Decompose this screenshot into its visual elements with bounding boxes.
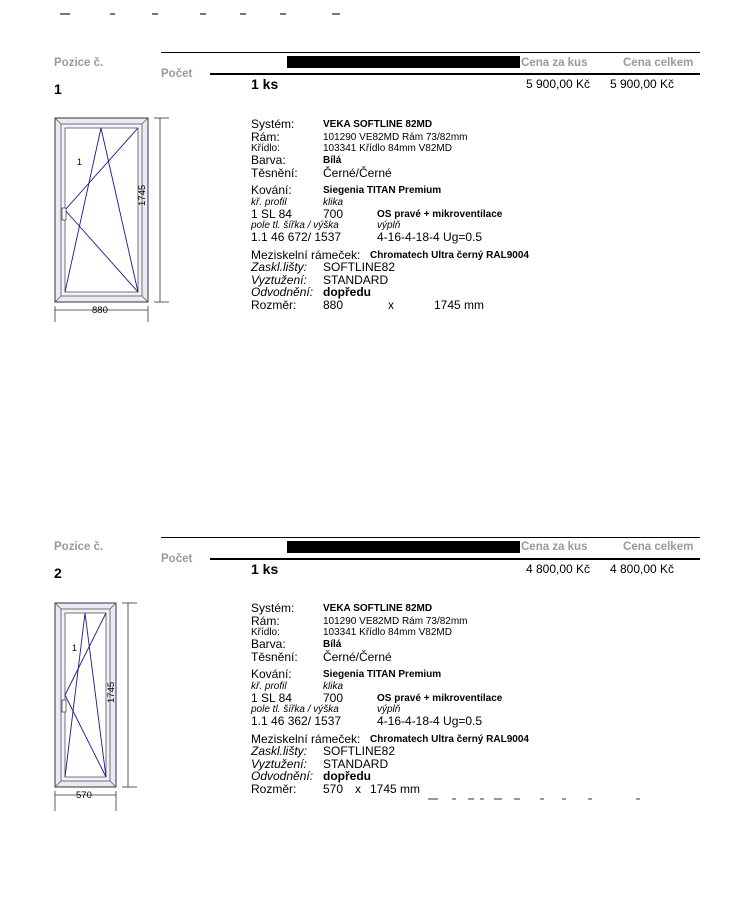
- spec-drainage-value: dopředu: [323, 769, 371, 783]
- quantity: 1 ks: [251, 561, 279, 577]
- height-dimension-label: 1745: [106, 681, 117, 703]
- spec-size-width: 880: [323, 297, 344, 312]
- spec-system-label: Systém:: [251, 117, 295, 131]
- hardware-row-profile: 1 SL 84: [251, 690, 292, 705]
- spec-hardware-value: Siegenia TITAN Premium: [323, 185, 442, 196]
- spec-spacer-value: Chromatech Ultra černý RAL9004: [370, 249, 529, 261]
- spec-reinforcement-label: Vyztužení:: [251, 756, 307, 771]
- spec-size-height: 1745 mm: [370, 781, 421, 796]
- glass-table-header: pole tl. šířka / výška: [251, 704, 339, 715]
- count-label: Počet: [161, 553, 193, 565]
- spec-sash-value: 103341 Křídlo 84mm V82MD: [323, 627, 452, 638]
- spec-hardware-label: Kování:: [251, 183, 292, 197]
- glass-row-fill: 4-16-4-18-4 Ug=0.5: [377, 714, 483, 728]
- spec-reinforcement-value: STANDARD: [323, 756, 389, 771]
- spec-color-label: Barva:: [251, 637, 286, 651]
- glass-table-header-fill: výplň: [377, 220, 401, 231]
- glass-table-header-fill: výplň: [377, 704, 401, 715]
- spec-drainage-label: Odvodnění:: [251, 769, 314, 783]
- header-top-rule: [161, 52, 700, 53]
- glass-table-header: pole tl. šířka / výška: [251, 220, 339, 231]
- spec-bead-label: Zaskl.lišty:: [251, 744, 308, 758]
- hardware-row-handle: 700: [323, 690, 344, 705]
- bottom-cutoff-marks: [428, 796, 643, 802]
- total-price-label: Cena celkem: [623, 541, 694, 553]
- spec-seal-value: Černé/Černé: [323, 649, 392, 664]
- spec-bead-value: SOFTLINE82: [323, 744, 396, 758]
- hardware-table-header: kř. profil: [251, 196, 287, 208]
- spec-size-width: 570: [323, 781, 344, 796]
- spec-bead-value: SOFTLINE82: [323, 260, 396, 274]
- position-number: 2: [54, 565, 62, 581]
- hardware-row-handle: 700: [323, 206, 344, 221]
- glass-row-dimensions: 1.1 46 362/ 1537: [251, 714, 342, 728]
- unit-price: 4 800,00 Kč: [526, 562, 591, 576]
- position-number: 1: [54, 81, 62, 97]
- spec-hardware-value: Siegenia TITAN Premium: [323, 669, 442, 680]
- spec-frame-label: Rám:: [251, 613, 280, 628]
- glass-row-fill: 4-16-4-18-4 Ug=0.5: [377, 230, 483, 244]
- spec-size-label: Rozměr:: [251, 297, 297, 312]
- unit-price-label: Cena za kus: [521, 57, 588, 69]
- sash-number-label: 1: [77, 157, 83, 167]
- unit-price-label: Cena za kus: [521, 541, 588, 553]
- spec-drainage-value: dopředu: [323, 285, 371, 299]
- height-dimension-label: 1745: [137, 184, 148, 206]
- quantity: 1 ks: [251, 76, 279, 92]
- hardware-row-profile: 1 SL 84: [251, 206, 292, 221]
- spec-frame-value: 101290 VE82MD Rám 73/82mm: [323, 131, 468, 143]
- spec-reinforcement-label: Vyztužení:: [251, 272, 307, 287]
- spec-seal-label: Těsnění:: [251, 165, 298, 180]
- spec-sash-label: Křídlo:: [251, 627, 280, 638]
- spec-spacer-label: Meziskelní rámeček:: [251, 247, 361, 262]
- hardware-table-header: kř. profil: [251, 680, 287, 692]
- total-price-label: Cena celkem: [623, 57, 694, 69]
- redacted-description: [287, 56, 520, 68]
- spec-frame-value: 101290 VE82MD Rám 73/82mm: [323, 615, 468, 627]
- width-dimension-label: 880: [92, 305, 108, 316]
- spec-system-value: VEKA SOFTLINE 82MD: [323, 603, 433, 614]
- sash-number-label: 1: [72, 643, 78, 653]
- count-label: Počet: [161, 68, 193, 80]
- spec-seal-value: Černé/Černé: [323, 165, 392, 180]
- spec-sash-value: 103341 Křídlo 84mm V82MD: [323, 143, 452, 154]
- window-drawing: [50, 112, 175, 327]
- spec-seal-label: Těsnění:: [251, 649, 298, 664]
- hardware-row-opening: OS pravé + mikroventilace: [377, 692, 503, 704]
- spec-drainage-label: Odvodnění:: [251, 285, 314, 299]
- unit-price: 5 900,00 Kč: [526, 77, 591, 91]
- position-label: Pozice č.: [54, 541, 104, 553]
- spec-system-label: Systém:: [251, 601, 295, 615]
- top-cutoff-marks: [60, 10, 360, 18]
- spec-size-x: x: [355, 781, 361, 796]
- header-top-rule: [161, 537, 700, 538]
- hardware-table-header-handle: klika: [323, 680, 344, 692]
- width-dimension-label: 570: [76, 790, 92, 801]
- hardware-row-opening: OS pravé + mikroventilace: [377, 208, 503, 220]
- spec-color-value: Bílá: [323, 155, 342, 166]
- spec-sash-label: Křídlo:: [251, 143, 280, 154]
- redacted-description: [287, 541, 520, 553]
- spec-size-height: 1745 mm: [434, 297, 485, 312]
- spec-spacer-label: Meziskelní rámeček:: [251, 731, 361, 746]
- spec-hardware-label: Kování:: [251, 667, 292, 681]
- spec-spacer-value: Chromatech Ultra černý RAL9004: [370, 733, 529, 745]
- spec-size-label: Rozměr:: [251, 781, 297, 796]
- spec-color-value: Bílá: [323, 639, 342, 650]
- spec-bead-label: Zaskl.lišty:: [251, 260, 308, 274]
- header-bottom-rule: [210, 73, 700, 75]
- specification-block: [251, 602, 691, 795]
- spec-color-label: Barva:: [251, 153, 286, 167]
- total-price: 5 900,00 Kč: [610, 77, 675, 91]
- specification-block: [251, 118, 691, 311]
- position-label: Pozice č.: [54, 57, 104, 69]
- hardware-table-header-handle: klika: [323, 196, 344, 208]
- header-bottom-rule: [210, 558, 700, 560]
- spec-size-x: x: [388, 297, 394, 312]
- window-drawing: [50, 597, 145, 812]
- spec-reinforcement-value: STANDARD: [323, 272, 389, 287]
- total-price: 4 800,00 Kč: [610, 562, 675, 576]
- glass-row-dimensions: 1.1 46 672/ 1537: [251, 230, 342, 244]
- spec-system-value: VEKA SOFTLINE 82MD: [323, 119, 433, 130]
- spec-frame-label: Rám:: [251, 129, 280, 144]
